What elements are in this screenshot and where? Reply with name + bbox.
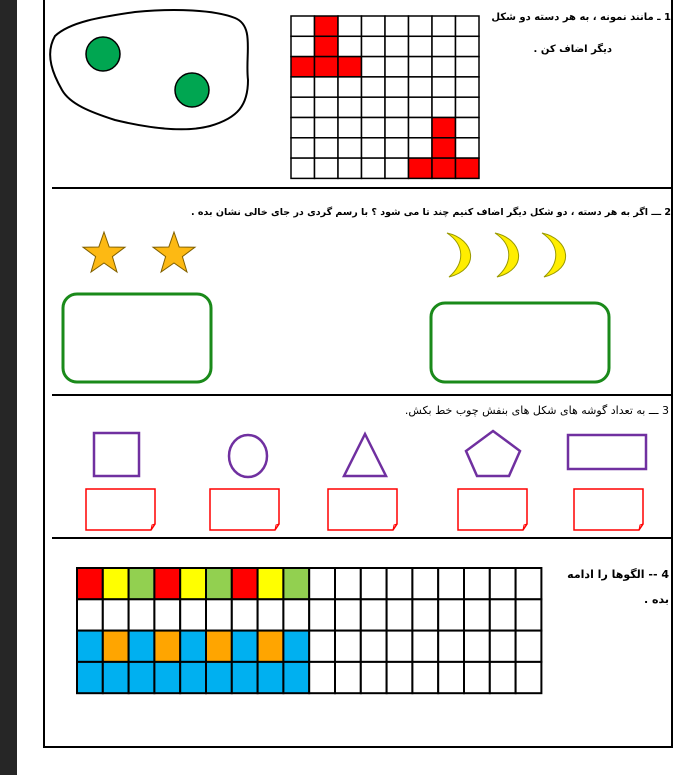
grid-cell <box>338 158 362 178</box>
green-circle-2 <box>175 73 209 107</box>
pattern-cell <box>309 662 335 693</box>
pattern-cell <box>464 662 490 693</box>
star-1-icon <box>83 232 125 272</box>
grid-cell <box>362 57 386 77</box>
pattern-cell <box>103 599 129 630</box>
grid-cell <box>432 118 456 138</box>
purple-triangle-icon <box>344 434 386 476</box>
grid-cell <box>456 97 480 117</box>
pattern-cell <box>361 631 387 662</box>
pattern-cell <box>154 662 180 693</box>
pattern-cell <box>154 631 180 662</box>
pattern-cell <box>180 631 206 662</box>
pattern-cell <box>335 599 361 630</box>
question-1-line-2: دیگر اضاف کن . <box>533 44 612 55</box>
grid-cell <box>432 57 456 77</box>
pattern-cell <box>412 599 438 630</box>
pattern-cell <box>412 662 438 693</box>
pattern-cell <box>412 568 438 599</box>
grid-cell <box>362 77 386 97</box>
pattern-cell <box>387 631 413 662</box>
grid-cell <box>432 16 456 36</box>
pattern-cell <box>206 631 232 662</box>
pattern-cell <box>516 599 542 630</box>
pattern-cell <box>490 631 516 662</box>
pattern-cell <box>232 631 258 662</box>
grid-cell <box>338 77 362 97</box>
green-circle-1 <box>86 37 120 71</box>
pattern-cell <box>438 662 464 693</box>
grid-cell <box>291 16 315 36</box>
pattern-cell <box>180 568 206 599</box>
grid-cell <box>338 16 362 36</box>
grid-cell <box>291 138 315 158</box>
pattern-cell <box>387 662 413 693</box>
pattern-cell <box>180 599 206 630</box>
grid-cell <box>432 97 456 117</box>
pattern-cell <box>206 662 232 693</box>
grid-cell <box>338 118 362 138</box>
pattern-cell <box>129 631 155 662</box>
grid-cell <box>362 118 386 138</box>
pattern-cell <box>516 631 542 662</box>
pattern-cell <box>361 599 387 630</box>
pattern-cell <box>361 662 387 693</box>
question-1-grid <box>291 16 479 178</box>
pattern-cell <box>180 662 206 693</box>
grid-cell <box>338 57 362 77</box>
pattern-cell <box>129 599 155 630</box>
pattern-cell <box>387 568 413 599</box>
pattern-cell <box>258 662 284 693</box>
purple-circle-icon <box>229 435 267 477</box>
pattern-cell <box>154 568 180 599</box>
purple-rectangle-icon <box>568 435 646 469</box>
grid-cell <box>432 36 456 56</box>
grid-cell <box>432 138 456 158</box>
pattern-cell <box>335 631 361 662</box>
pattern-cell <box>77 662 103 693</box>
grid-cell <box>315 36 339 56</box>
pattern-cell <box>77 568 103 599</box>
pattern-cell <box>129 568 155 599</box>
pattern-cell <box>309 631 335 662</box>
pattern-cell <box>258 631 284 662</box>
pattern-cell <box>258 599 284 630</box>
pattern-cell <box>77 599 103 630</box>
question-4-line-2: بده . <box>644 593 669 606</box>
grid-cell <box>291 77 315 97</box>
pattern-cell <box>516 568 542 599</box>
grid-cell <box>456 118 480 138</box>
grid-cell <box>456 16 480 36</box>
pattern-cell <box>206 568 232 599</box>
pattern-cell <box>154 599 180 630</box>
grid-cell <box>338 138 362 158</box>
pattern-cell <box>283 599 309 630</box>
pattern-cell <box>490 599 516 630</box>
grid-cell <box>291 57 315 77</box>
grid-cell <box>409 158 433 178</box>
grid-cell <box>432 77 456 97</box>
grid-cell <box>315 77 339 97</box>
grid-cell <box>409 138 433 158</box>
pattern-cell <box>258 568 284 599</box>
question-1-line-1: 1 ـ مانند نمونه ، به هر دسته دو شکل <box>491 12 671 23</box>
grid-cell <box>456 57 480 77</box>
moon-1-icon <box>447 233 471 277</box>
moon-3-icon <box>542 233 566 277</box>
grid-cell <box>362 158 386 178</box>
grid-cell <box>362 138 386 158</box>
grid-cell <box>409 77 433 97</box>
pattern-cell <box>129 662 155 693</box>
pattern-cell <box>103 631 129 662</box>
pattern-cell <box>309 599 335 630</box>
pattern-cell <box>438 599 464 630</box>
grid-cell <box>315 158 339 178</box>
pattern-cell <box>232 662 258 693</box>
answer-box-stars <box>63 294 211 382</box>
grid-cell <box>385 97 409 117</box>
grid-cell <box>315 16 339 36</box>
red-answer-box-2 <box>210 489 279 530</box>
grid-cell <box>338 97 362 117</box>
blob-outline <box>50 10 248 129</box>
pattern-cell <box>232 568 258 599</box>
grid-cell <box>456 77 480 97</box>
pattern-cell <box>103 568 129 599</box>
grid-cell <box>362 36 386 56</box>
pattern-cell <box>283 631 309 662</box>
grid-cell <box>315 57 339 77</box>
grid-cell <box>385 158 409 178</box>
grid-cell <box>409 97 433 117</box>
pattern-cell <box>232 599 258 630</box>
grid-cell <box>315 118 339 138</box>
pattern-cell <box>438 631 464 662</box>
grid-cell <box>385 138 409 158</box>
pattern-cell <box>206 599 232 630</box>
purple-square-icon <box>94 433 139 476</box>
grid-cell <box>385 57 409 77</box>
grid-cell <box>385 16 409 36</box>
grid-cell <box>456 138 480 158</box>
grid-cell <box>385 77 409 97</box>
pattern-grid <box>77 568 541 693</box>
question-3-text: 3 ـــ به تعداد گوشه های شکل های بنفش چوب خط بکش. <box>404 404 669 417</box>
answer-box-moons <box>431 303 609 382</box>
pattern-cell <box>103 662 129 693</box>
pattern-cell <box>283 568 309 599</box>
grid-cell <box>315 97 339 117</box>
pattern-cell <box>438 568 464 599</box>
red-answer-box-1 <box>86 489 155 530</box>
question-2-text: 2 ـــ اگر به هر دسته ، دو شکل دیگر اضاف کنیم چند تا می شود ؟ با رسم گردی در جای خالی نشان بده . <box>191 207 671 218</box>
purple-pentagon-icon <box>466 431 520 476</box>
grid-cell <box>432 158 456 178</box>
pattern-cell <box>361 568 387 599</box>
grid-cell <box>315 138 339 158</box>
grid-cell <box>291 158 315 178</box>
question-4-line-1: 4 -- الگوها را ادامه <box>567 568 669 581</box>
pattern-cell <box>464 631 490 662</box>
grid-cell <box>409 118 433 138</box>
star-2-icon <box>153 232 195 272</box>
grid-cell <box>456 158 480 178</box>
pattern-cell <box>335 662 361 693</box>
grid-cell <box>291 36 315 56</box>
pattern-cell <box>464 599 490 630</box>
pattern-cell <box>490 662 516 693</box>
pattern-cell <box>283 662 309 693</box>
grid-cell <box>291 118 315 138</box>
red-answer-box-3 <box>328 489 397 530</box>
pattern-cell <box>490 568 516 599</box>
grid-cell <box>385 118 409 138</box>
pattern-cell <box>387 599 413 630</box>
grid-cell <box>362 16 386 36</box>
pattern-cell <box>412 631 438 662</box>
red-answer-box-4 <box>458 489 527 530</box>
red-answer-box-5 <box>574 489 643 530</box>
grid-cell <box>362 97 386 117</box>
grid-cell <box>409 16 433 36</box>
grid-cell <box>385 36 409 56</box>
pattern-cell <box>464 568 490 599</box>
pattern-cell <box>77 631 103 662</box>
pattern-cell <box>516 662 542 693</box>
grid-cell <box>338 36 362 56</box>
grid-cell <box>291 97 315 117</box>
pattern-cell <box>335 568 361 599</box>
grid-cell <box>409 36 433 56</box>
grid-cell <box>456 36 480 56</box>
moon-2-icon <box>495 233 519 277</box>
pattern-cell <box>309 568 335 599</box>
grid-cell <box>409 57 433 77</box>
